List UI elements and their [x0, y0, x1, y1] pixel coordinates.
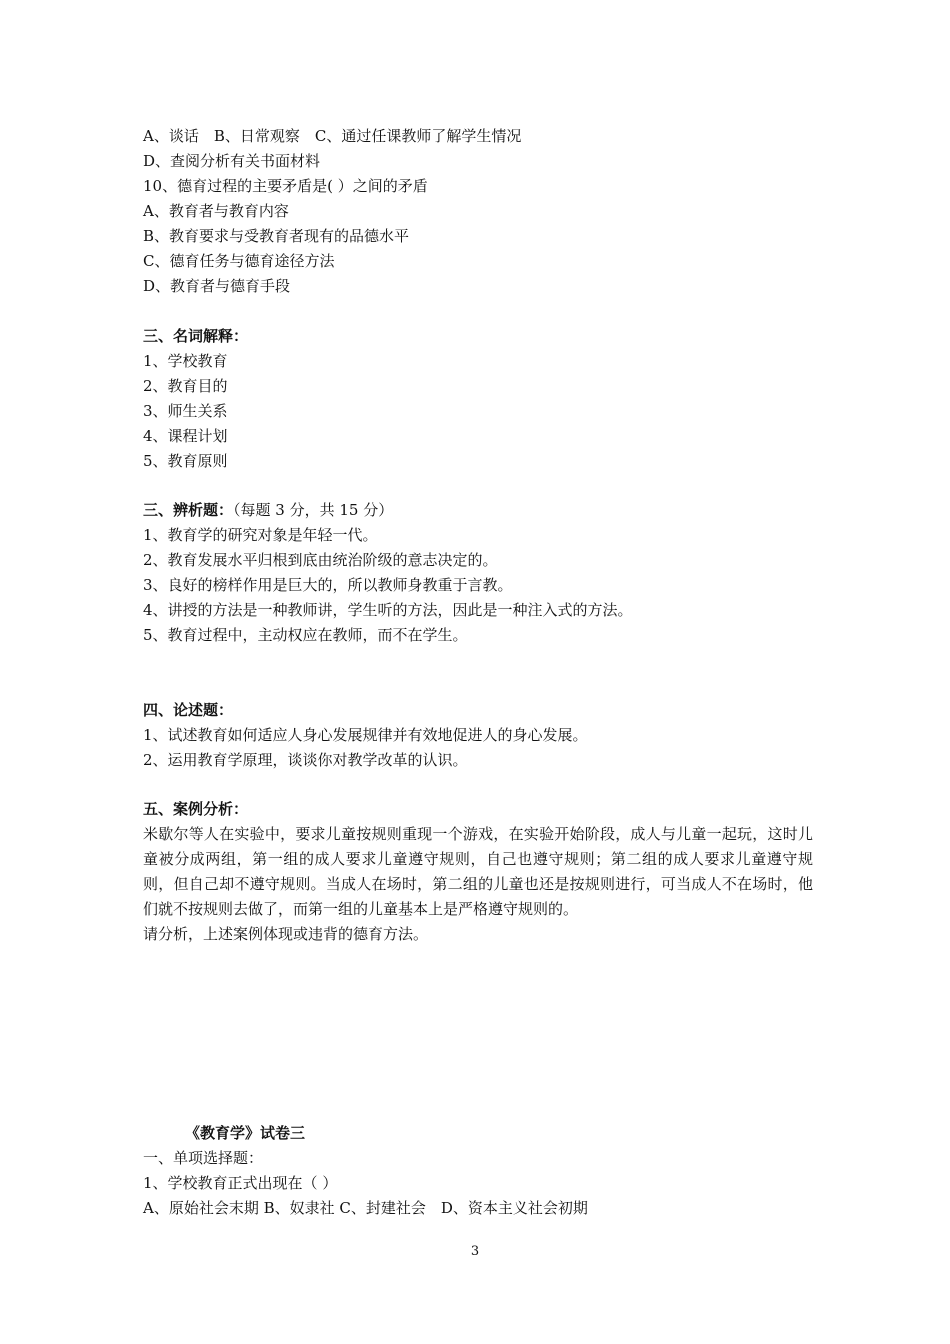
q10-option-a: A、教育者与教育内容 [143, 202, 289, 220]
term-item: 2、教育目的 [143, 377, 228, 395]
analysis-item: 2、教育发展水平归根到底由统治阶级的意志决定的。 [143, 551, 498, 569]
q9-option-d: D、查阅分析有关书面材料 [143, 152, 321, 170]
q9-options-abc: A、谈话 B、日常观察 C、通过任课教师了解学生情况 [143, 127, 522, 145]
q10-option-c: C、德育任务与德育途径方法 [143, 252, 335, 270]
term-item: 4、课程计划 [143, 427, 228, 445]
term-item: 5、教育原则 [143, 452, 228, 470]
paper-section-heading: 一、单项选择题： [143, 1149, 264, 1167]
analysis-score-note: （每题 3 分，共 15 分） [233, 501, 394, 519]
case-question: 请分析，上述案例体现或违背的德育方法。 [143, 925, 429, 943]
q10-stem: 10、德育过程的主要矛盾是( ）之间的矛盾 [143, 177, 428, 195]
q10-option-d: D、教育者与德育手段 [143, 277, 291, 295]
essay-item: 1、试述教育如何适应人身心发展规律并有效地促进人的身心发展。 [143, 726, 588, 744]
analysis-item: 3、良好的榜样作用是巨大的，所以教师身教重于言教。 [143, 576, 513, 594]
essay-heading: 四、论述题： [143, 701, 234, 719]
term-item: 3、师生关系 [143, 402, 228, 420]
case-body: 米歇尔等人在实验中，要求儿童按规则重现一个游戏，在实验开始阶段，成人与儿童一起玩，这时儿童被分成两组，第一组的成人要求儿童遵守规则，自己也遵守规则；第二组的成人要求儿童遵守规则，但自己却不遵守规则。当成人在场时，第二组的儿童也还是按规则进行，可当成人不在场时，他们就不按规则去做了，而第一组的儿童基本上是严格遵守规则的。 [143, 825, 813, 918]
case-heading: 五、案例分析： [143, 800, 249, 818]
paper-q1-options: A、原始社会末期 B、奴隶社 C、封建社会 D、资本主义社会初期 [143, 1199, 588, 1217]
essay-item: 2、运用教育学原理，谈谈你对教学改革的认识。 [143, 751, 468, 769]
q10-option-b: B、教育要求与受教育者现有的品德水平 [143, 227, 410, 245]
analysis-heading [143, 498, 823, 523]
paper-q1-stem: 1、学校教育正式出现在（ ） [143, 1174, 338, 1192]
page-number: 3 [470, 1244, 480, 1259]
analysis-heading-text: 三、辨析题： [143, 501, 234, 519]
paper-title: 《教育学》试卷三 [185, 1124, 306, 1142]
term-item: 1、学校教育 [143, 352, 228, 370]
analysis-item: 1、教育学的研究对象是年轻一代。 [143, 526, 378, 544]
analysis-item: 5、教育过程中，主动权应在教师，而不在学生。 [143, 626, 468, 644]
terms-heading: 三、名词解释： [143, 327, 249, 345]
analysis-item: 4、讲授的方法是一种教师讲，学生听的方法，因此是一种注入式的方法。 [143, 601, 633, 619]
